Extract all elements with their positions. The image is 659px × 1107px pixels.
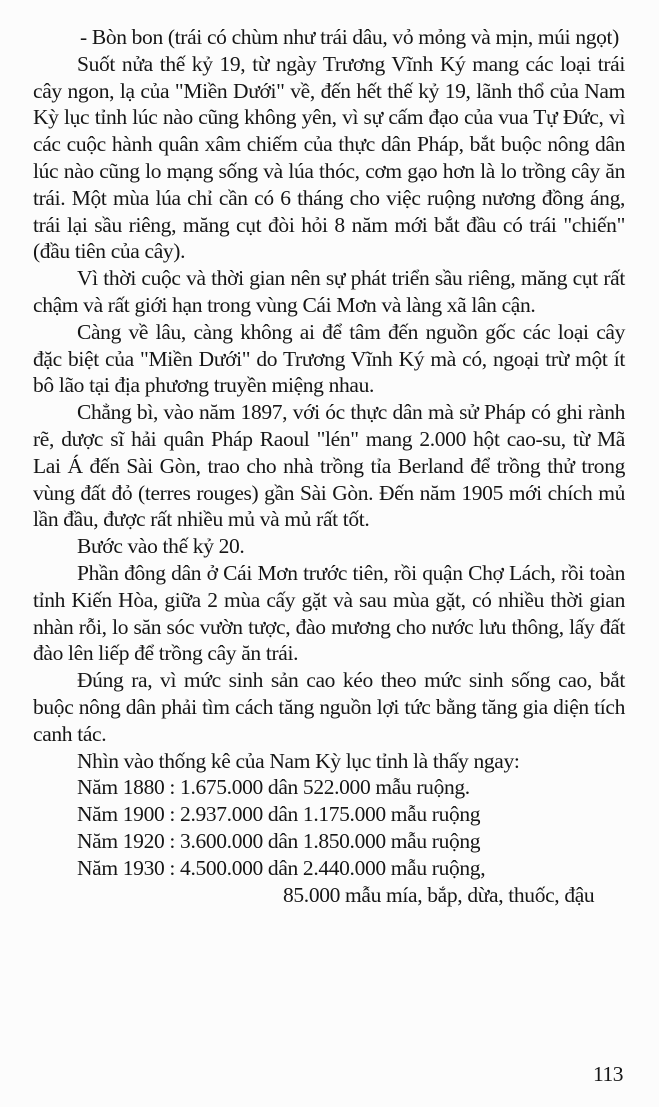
bullet-item-bon-bon: - Bòn bon (trái có chùm như trái dâu, vỏ mỏng và mịn, múi ngọt) [80, 25, 619, 49]
paragraph-thoi-cuoc: Vì thời cuộc và thời gian nên sự phát triển sầu riêng, măng cụt rất chậm và rất giới hạn trong vùng Cái Mơn và làng xã lân cận. [33, 266, 625, 317]
statistic-1920: Năm 1920 : 3.600.000 dân 1.850.000 mẫu ruộng [77, 828, 481, 853]
paragraph-cao-su: Chẳng bì, vào năm 1897, với óc thực dân mà sử Pháp có ghi rành rẽ, dược sĩ hải quân Pháp Raoul "lén" mang 2.000 hột cao-su, từ Mã Lai Á đến Sài Gòn, trao cho nhà trồng tỉa Berland để trồng thử trong vùng đất đỏ (terres rouges) gần Sài Gòn. Đến năm 1905 mới chích mủ lần đầu, được rất nhiều mủ và mủ rất tốt. [33, 400, 625, 532]
page-body [33, 24, 625, 908]
paragraph-truong-vinh-ky: Suốt nửa thế kỷ 19, từ ngày Trương Vĩnh Ký mang các loại trái cây ngon, lạ của "Miền Dưới" về, đến hết thế kỷ 19, lãnh thổ của Nam Kỳ lục tỉnh lúc nào cũng không yên, vì sự cấm đạo của vua Tự Đức, vì các cuộc hành quân xâm chiếm của thực dân Pháp, bắt buộc nông dân lúc nào cũng lo mạng sống và lúa thóc, cơm gạo hơn là lo trồng cây ăn trái. Một mùa lúa chỉ cần có 6 tháng cho việc ruộng nương đồng áng, trái lại sầu riêng, măng cụt đòi hỏi 8 năm mới bắt đầu có trái "chiến" (đầu tiên của cây). [33, 51, 625, 264]
statistic-1930: Năm 1930 : 4.500.000 dân 2.440.000 mẫu ruộng, [77, 855, 486, 880]
statistics-list [33, 774, 625, 908]
statistic-1930-continuation: 85.000 mẫu mía, bắp, dừa, thuốc, đậu [283, 882, 595, 907]
statistic-1900: Năm 1900 : 2.937.000 dân 1.175.000 mẫu ruộng [77, 802, 481, 827]
paragraph-thong-ke-intro: Nhìn vào thống kê của Nam Kỳ lục tỉnh là thấy ngay: [77, 748, 520, 773]
paragraph-phan-dong-dan: Phần đông dân ở Cái Mơn trước tiên, rồi quận Chợ Lách, rồi toàn tỉnh Kiến Hòa, giữa 2 mùa cấy gặt và sau mùa gặt, có nhiều thời gian nhàn rỗi, lo săn sóc vườn tược, đào mương cho nước lưu thông, lấy đất đào lên liếp để trồng cây ăn trái. [33, 560, 625, 666]
page-number: 113 [593, 1062, 623, 1086]
paragraph-cang-ve-lau: Càng về lâu, càng không ai để tâm đến nguồn gốc các loại cây đặc biệt của "Miền Dưới" do Trương Vĩnh Ký mà có, ngoại trừ một ít bô lão tại địa phương truyền miệng nhau. [33, 319, 625, 398]
paragraph-the-ky-20: Bước vào thế kỷ 20. [77, 534, 245, 559]
paragraph-dung-ra: Đúng ra, vì mức sinh sản cao kéo theo mức sinh sống cao, bắt buộc nông dân phải tìm cách tăng nguồn lợi tức bằng tăng gia diện tích canh tác. [33, 668, 625, 746]
statistic-1880: Năm 1880 : 1.675.000 dân 522.000 mẫu ruộng. [77, 775, 470, 800]
